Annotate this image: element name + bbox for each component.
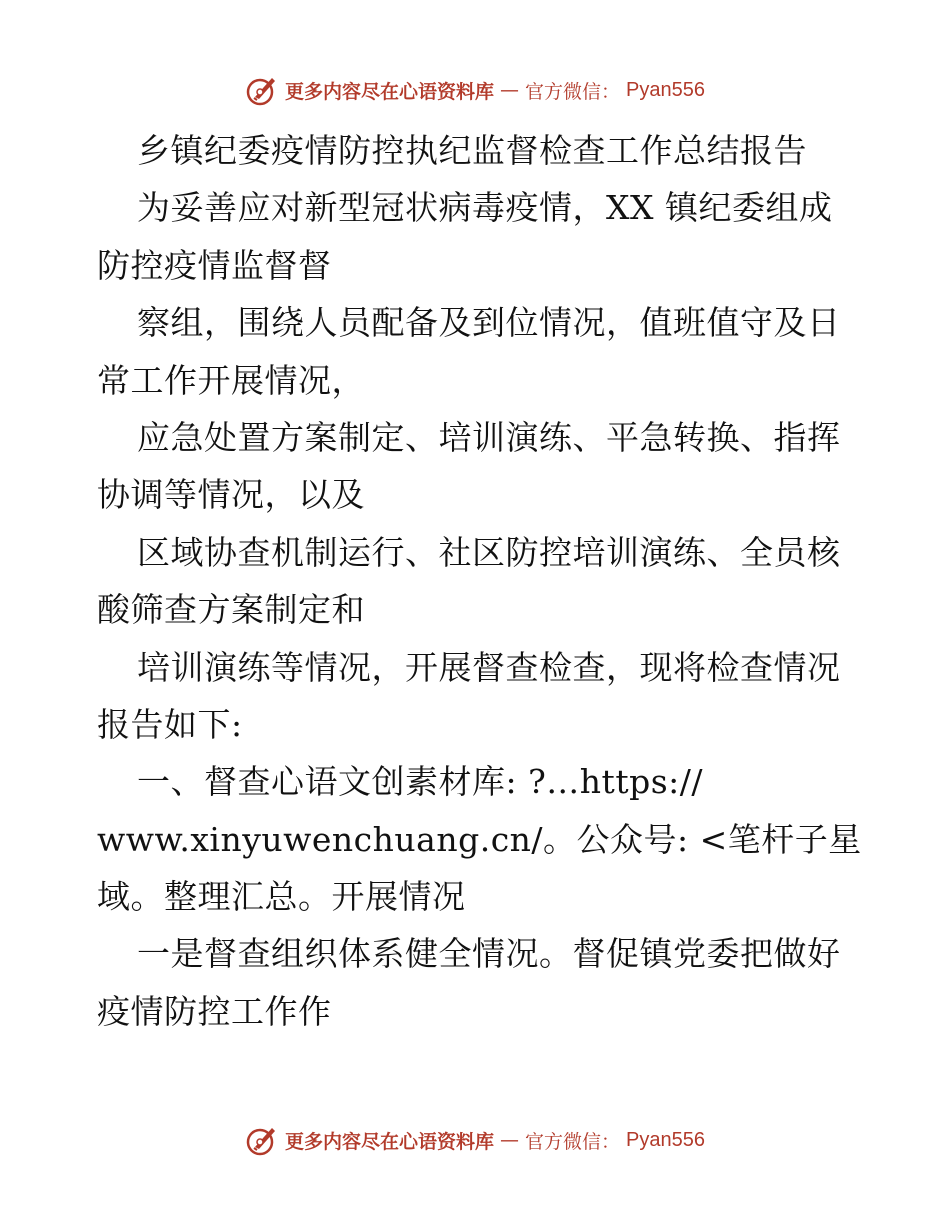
section-heading-line: 一、督查心语文创素材库: ?…https:// [137, 762, 703, 802]
banner-separator: — [500, 79, 520, 101]
paragraph-line: 协调等情况，以及 [97, 475, 365, 515]
banner-separator: — [500, 1129, 520, 1151]
paragraph-line: 酸筛查方案制定和 [97, 590, 365, 630]
paragraph-line: 为妥善应对新型冠状病毒疫情，XX 镇纪委组成 [137, 188, 833, 228]
paragraph-line: 域。整理汇总。开展情况 [97, 877, 466, 917]
feather-pen-logo-icon [245, 73, 279, 107]
feather-pen-logo-icon [245, 1123, 279, 1157]
banner-wechat-id: Pyan556 [626, 1128, 705, 1151]
paragraph-line: 报告如下: [97, 704, 243, 744]
paragraph-line: 疫情防控工作作 [97, 991, 332, 1031]
paragraph-line: 常工作开展情况， [97, 360, 365, 400]
document-title: 乡镇纪委疫情防控执纪监督检查工作总结报告 [137, 131, 807, 170]
paragraph-line: 一是督查组织体系健全情况。督促镇党委把做好 [137, 934, 841, 974]
paragraph-line: 察组，围绕人员配备及到位情况，值班值守及日 [137, 303, 841, 343]
document-body [97, 122, 862, 1040]
banner-wechat-id: Pyan556 [626, 78, 705, 101]
paragraph-line: 培训演练等情况，开展督查检查，现将检查情况 [137, 647, 841, 687]
footer-banner [0, 1120, 950, 1160]
paragraph-line: 防控疫情监督督 [97, 245, 332, 285]
header-banner-inner [245, 73, 705, 107]
paragraph-line: 区域协查机制运行、社区防控培训演练、全员核 [137, 532, 841, 572]
paragraph-line: 应急处置方案制定、培训演练、平急转换、指挥 [137, 417, 841, 457]
banner-official-label: 官方微信： [525, 80, 621, 103]
banner-official-label: 官方微信： [525, 1130, 621, 1153]
footer-banner-inner [245, 1123, 705, 1157]
banner-brand-text: 更多内容尽在心语资料库 [285, 80, 495, 103]
header-banner [0, 70, 950, 110]
banner-brand-text: 更多内容尽在心语资料库 [285, 1130, 495, 1153]
paragraph-line: www.xinyuwenchuang.cn/。公众号: <笔杆子星 [97, 819, 862, 859]
